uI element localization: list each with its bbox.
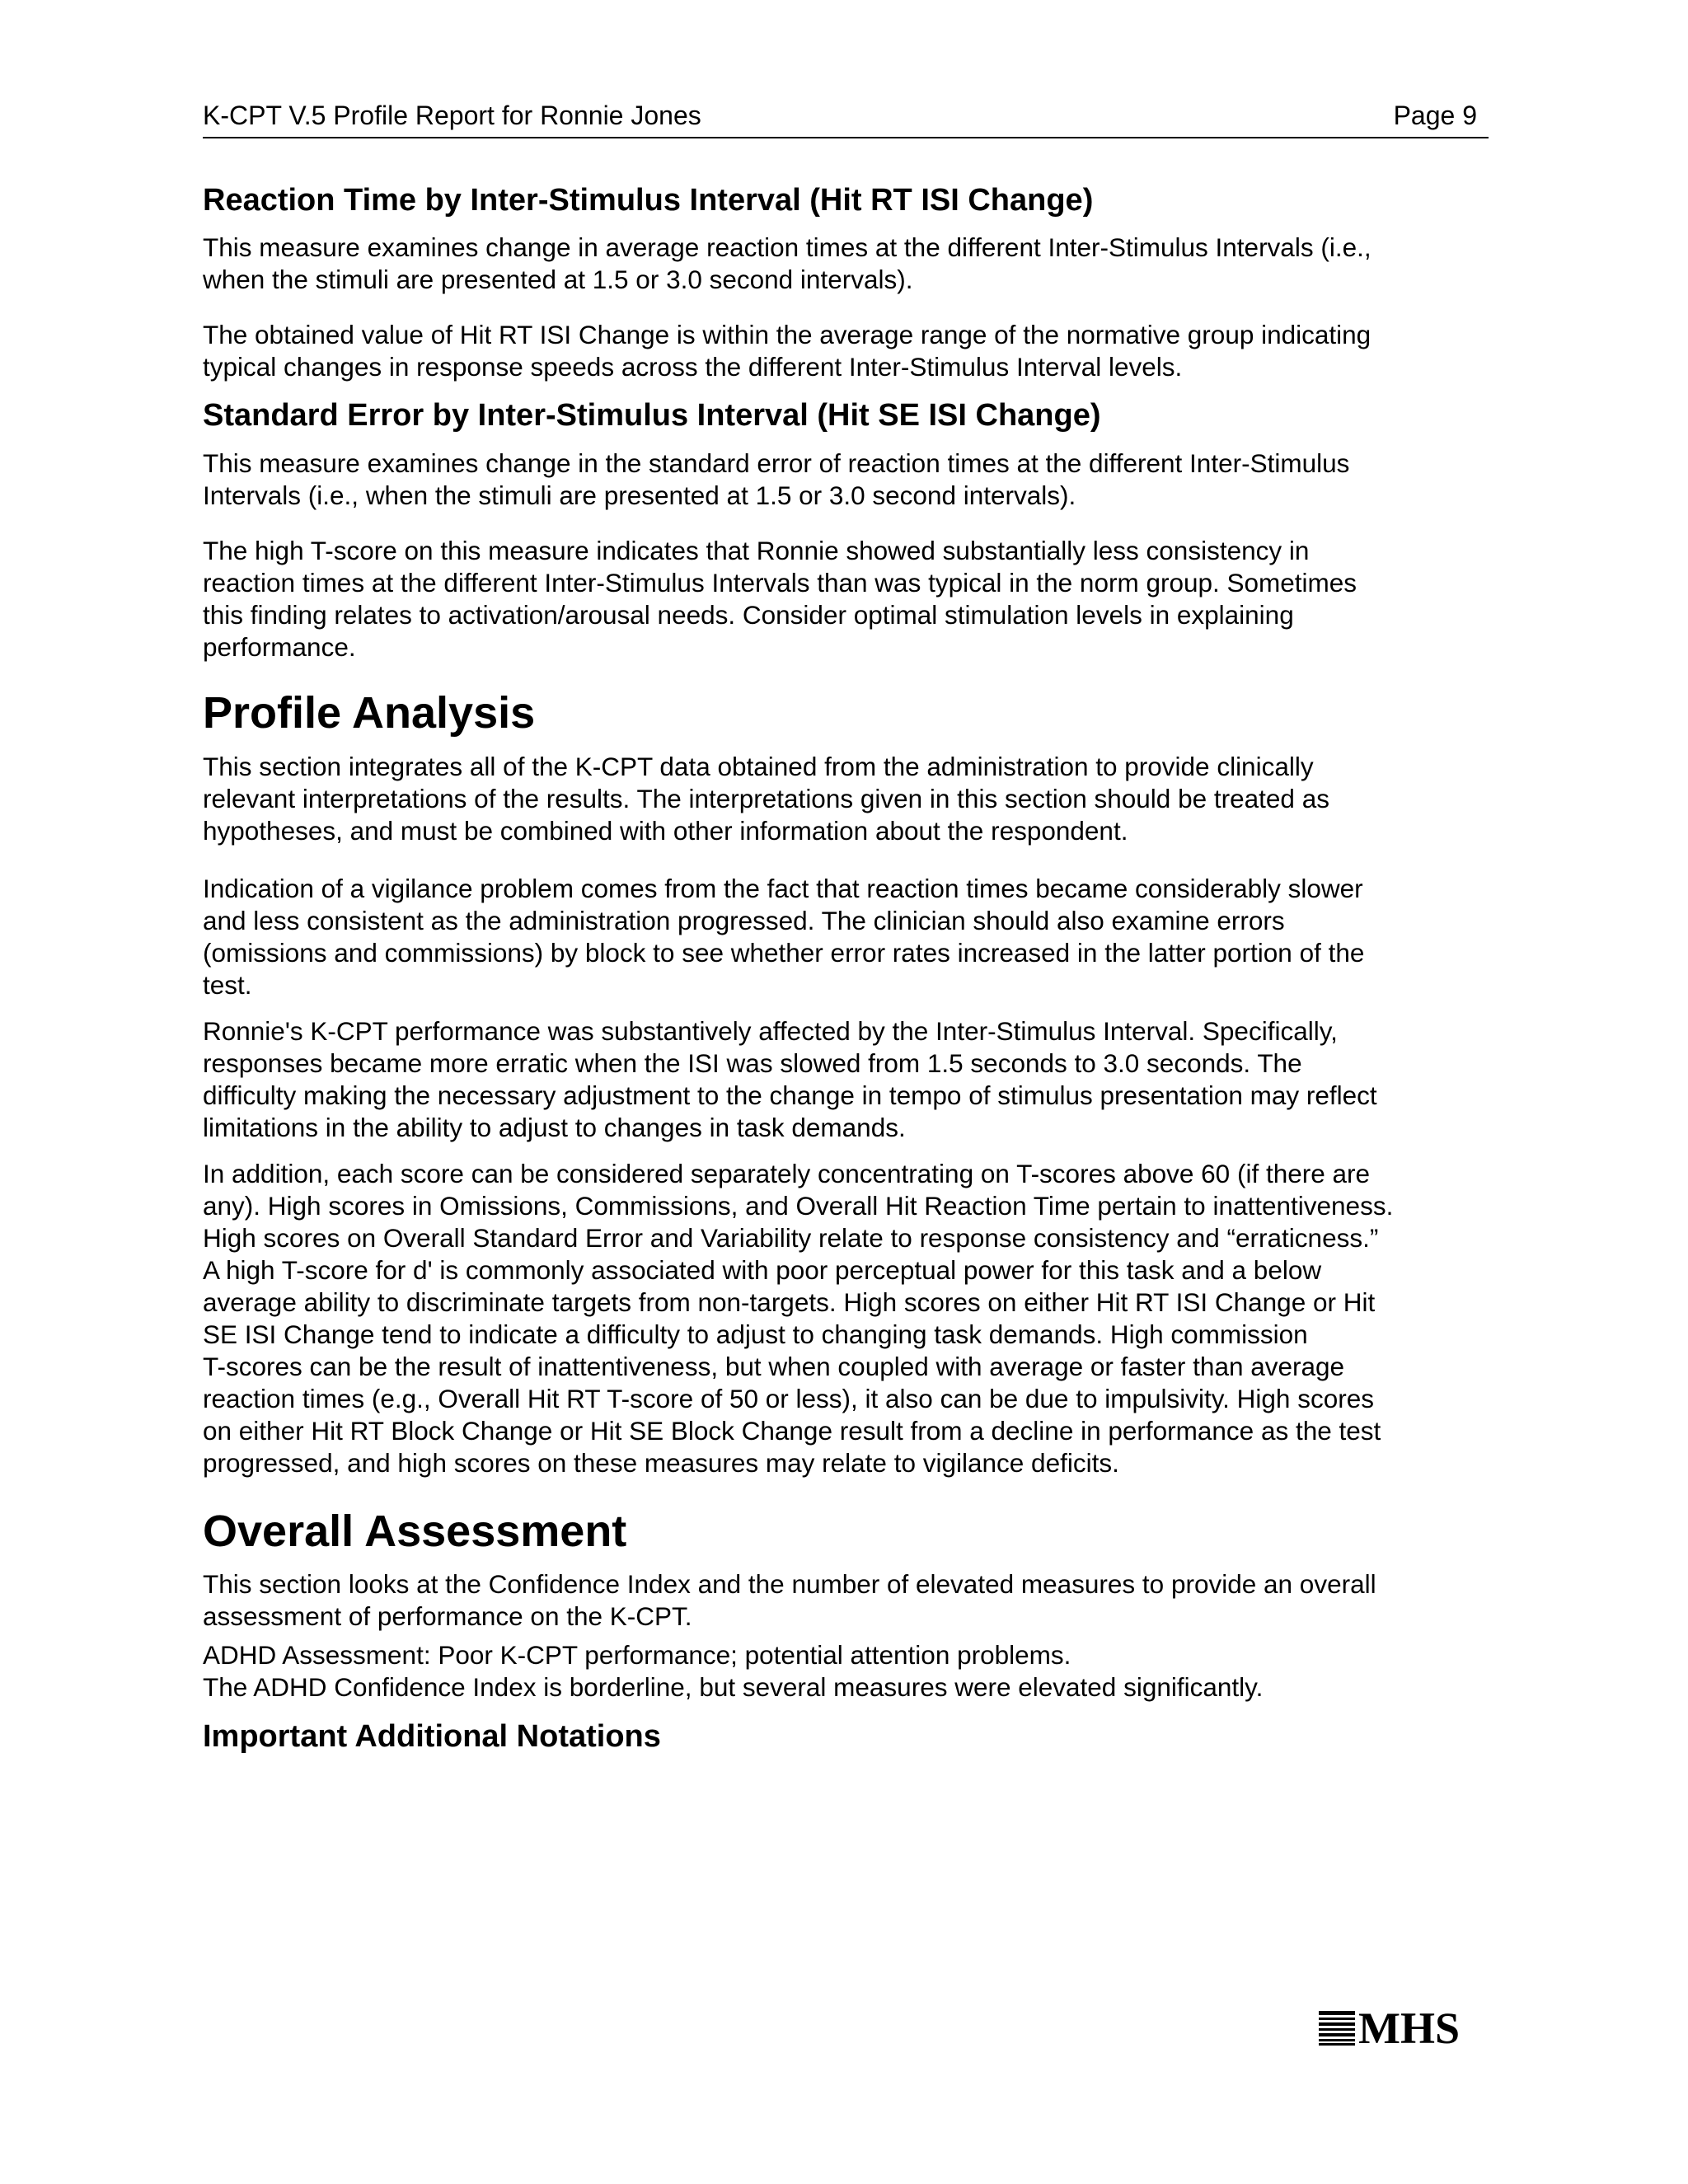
heading-hit-se-isi-change: Standard Error by Inter-Stimulus Interval (Hit SE ISI Change) (203, 398, 1101, 433)
paragraph-isi-performance: Ronnie's K-CPT performance was substantively affected by the Inter-Stimulus Interval. Specifically, responses became more erratic when the ISI was slowed from 1.5 seconds to 3.0 seconds. The difficulty making the necessary adjustment to the change in tempo of stimulus presentation may reflect limitations in the ability to adjust to changes in task demands. (203, 1016, 1377, 1142)
paragraph-hit-rt-isi-description: This measure examines change in average reaction times at the different Inter-Stimulus Intervals (i.e., when the stimuli are presented at 1.5 or 3.0 second intervals). (203, 232, 1372, 294)
paragraph-hit-se-isi-result: The high T-score on this measure indicates that Ronnie showed substantially less consistency in reaction times at the different Inter-Stimulus Intervals than was typical in the norm group. Sometimes this finding relates to activation/arousal needs. Consider optimal stimulation levels in explaining performance. (203, 536, 1357, 662)
mhs-logo (1319, 2004, 1484, 2052)
paragraph-profile-intro: This section integrates all of the K-CPT data obtained from the administration to provide clinically relevant interpretations of the results. The interpretations given in this section should be treated as hypotheses, and must be combined with other information about the respondent. (203, 752, 1329, 846)
page-number: Page 9 (1393, 101, 1477, 130)
paragraph-adhd-assessment: ADHD Assessment: Poor K-CPT performance; potential attention problems. The ADHD Confidence Index is borderline, but several measures were elevated significantly. (203, 1640, 1264, 1702)
paragraph-overall-intro: This section looks at the Confidence Index and the number of elevated measures to provide an overall assessment of performance on the K-CPT. (203, 1569, 1376, 1631)
heading-hit-rt-isi-change: Reaction Time by Inter-Stimulus Interval (Hit RT ISI Change) (203, 183, 1094, 218)
page-header (203, 97, 1489, 138)
heading-profile-analysis: Profile Analysis (203, 688, 536, 738)
heading-important-notations: Important Additional Notations (203, 1719, 661, 1754)
report-title: K-CPT V.5 Profile Report for Ronnie Jones (203, 101, 701, 130)
mhs-logo-text: MHS (1358, 2004, 1461, 2053)
mhs-logo-icon (1319, 2011, 1355, 2046)
paragraph-vigilance: Indication of a vigilance problem comes from the fact that reaction times became considerably slower and less consistent as the administration progressed. The clinician should also examine errors (omissions and commissions) by block to see whether error rates increased in the latter portion of the test. (203, 874, 1365, 1000)
paragraph-hit-rt-isi-result: The obtained value of Hit RT ISI Change is within the average range of the normative group indicating typical changes in response speeds across the different Inter-Stimulus Interval levels. (203, 320, 1372, 382)
paragraph-hit-se-isi-description: This measure examines change in the standard error of reaction times at the different Inter-Stimulus Intervals (i.e., when the stimuli are presented at 1.5 or 3.0 second intervals). (203, 448, 1350, 510)
heading-overall-assessment: Overall Assessment (203, 1507, 627, 1556)
paragraph-score-interpretation: In addition, each score can be considered separately concentrating on T-scores above 60 (if there are any). High scores in Omissions, Commissions, and Overall Hit Reaction Time pertain to inattentiveness. High scores on Overall Standard Error and Variability relate to response consistency and “erraticness.” A high T-score for d' is commonly associated with poor perceptual power for this task and a below average ability to discriminate targets from non-targets. High scores on either Hit RT ISI Change or Hit SE ISI Change tend to indicate a difficulty to adjust to changing task demands. High commission T-scores can be the result of inattentiveness, but when coupled with average or faster than average reaction times (e.g., Overall Hit RT T-score of 50 or less), it also can be due to impulsivity. High scores on either Hit RT Block Change or Hit SE Block Change result from a decline in performance as the test progressed, and high scores on these measures may relate to vigilance deficits. (203, 1159, 1394, 1478)
